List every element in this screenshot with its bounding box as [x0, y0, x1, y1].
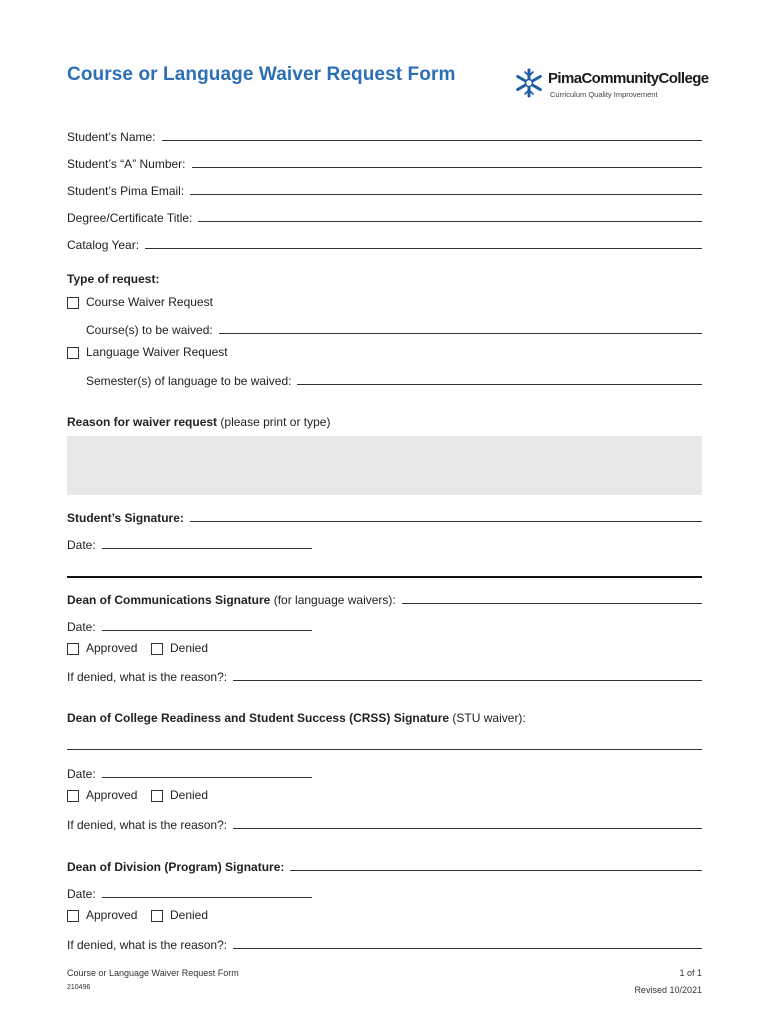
courses-field[interactable]	[219, 332, 702, 334]
footer-page-number: 1 of 1	[679, 968, 702, 978]
student-date-field[interactable]	[102, 547, 312, 549]
comm-approved-option[interactable]	[67, 641, 137, 655]
reason-heading-note: (please print or type)	[217, 415, 331, 429]
semesters-label: Semester(s) of language to be waived:	[86, 374, 292, 388]
student-name-row	[67, 126, 702, 144]
comm-reason-label: If denied, what is the reason?:	[67, 670, 228, 684]
division-signature-label: Dean of Division (Program) Signature:	[67, 860, 285, 874]
degree-field[interactable]	[198, 220, 702, 222]
student-signature-label: Student’s Signature:	[67, 511, 184, 525]
reason-textarea[interactable]	[67, 436, 702, 495]
email-field[interactable]	[190, 193, 702, 195]
crss-date-field[interactable]	[102, 776, 312, 778]
division-signature-row	[67, 856, 702, 874]
crss-heading	[67, 711, 526, 725]
crss-denied-checkbox[interactable]	[151, 790, 163, 802]
language-waiver-checkbox[interactable]	[67, 347, 79, 359]
comm-denied-checkbox[interactable]	[151, 643, 163, 655]
comm-reason-row	[67, 666, 702, 684]
comm-date-label: Date:	[67, 620, 96, 634]
crss-reason-row	[67, 814, 702, 832]
division-date-label: Date:	[67, 887, 96, 901]
catalog-label: Catalog Year:	[67, 238, 140, 252]
college-name: PimaCommunityCollege	[548, 70, 709, 87]
comm-signature-row	[67, 589, 702, 607]
language-waiver-label: Language Waiver Request	[86, 345, 228, 359]
comm-approved-label: Approved	[86, 641, 138, 655]
division-approved-option[interactable]	[67, 908, 137, 922]
division-reason-row	[67, 934, 702, 952]
crss-approved-label: Approved	[86, 788, 138, 802]
student-signature-field[interactable]	[190, 520, 702, 522]
a-number-label: Student’s “A” Number:	[67, 157, 186, 171]
division-date-field[interactable]	[102, 896, 312, 898]
comm-approved-checkbox[interactable]	[67, 643, 79, 655]
student-name-field[interactable]	[162, 139, 703, 141]
a-number-row	[67, 153, 702, 171]
section-divider	[67, 576, 702, 578]
comm-denied-label: Denied	[170, 641, 209, 655]
semesters-field[interactable]	[297, 383, 702, 385]
division-approved-label: Approved	[86, 908, 138, 922]
crss-date-row	[67, 763, 312, 781]
department-name: Curriculum Quality Improvement	[550, 90, 658, 99]
crss-signature-label: Dean of College Readiness and Student Success (CRSS) Signature	[67, 711, 450, 725]
student-name-label: Student’s Name:	[67, 130, 156, 144]
reason-heading-bold: Reason for waiver request	[67, 415, 218, 429]
reason-heading	[67, 415, 330, 429]
email-label: Student’s Pima Email:	[67, 184, 185, 198]
comm-date-field[interactable]	[102, 629, 312, 631]
email-row	[67, 180, 702, 198]
crss-date-label: Date:	[67, 767, 96, 781]
division-reason-field[interactable]	[233, 947, 702, 949]
student-signature-row	[67, 507, 702, 525]
division-signature-field[interactable]	[290, 869, 702, 871]
degree-row	[67, 207, 702, 225]
crss-denied-option[interactable]	[151, 788, 208, 802]
division-reason-label: If denied, what is the reason?:	[67, 938, 228, 952]
student-date-row	[67, 534, 312, 552]
comm-signature-field[interactable]	[402, 602, 702, 604]
courses-label: Course(s) to be waived:	[86, 323, 213, 337]
course-waiver-option[interactable]	[67, 295, 213, 309]
courses-row	[86, 319, 702, 337]
course-waiver-label: Course Waiver Request	[86, 295, 213, 309]
a-number-field[interactable]	[192, 166, 703, 168]
comm-denied-option[interactable]	[151, 641, 208, 655]
crss-approved-option[interactable]	[67, 788, 137, 802]
comm-date-row	[67, 616, 312, 634]
division-date-row	[67, 883, 312, 901]
footer-revised-date: Revised 10/2021	[634, 985, 702, 995]
division-denied-option[interactable]	[151, 908, 208, 922]
crss-denied-label: Denied	[170, 788, 209, 802]
course-waiver-checkbox[interactable]	[67, 297, 79, 309]
degree-label: Degree/Certificate Title:	[67, 211, 193, 225]
footer-form-number: 210496	[67, 984, 91, 991]
language-waiver-option[interactable]	[67, 345, 228, 359]
division-approved-checkbox[interactable]	[67, 910, 79, 922]
request-type-heading: Type of request:	[67, 272, 160, 286]
crss-signature-field[interactable]	[67, 749, 702, 750]
college-logo	[514, 66, 709, 102]
semesters-row	[86, 370, 702, 388]
catalog-field[interactable]	[145, 247, 702, 249]
student-date-label: Date:	[67, 538, 96, 552]
crss-reason-field[interactable]	[233, 827, 702, 829]
footer-form-name: Course or Language Waiver Request Form	[67, 968, 239, 978]
comm-signature-label: Dean of Communications Signature	[67, 593, 271, 607]
snowflake-logo-icon	[514, 68, 544, 98]
crss-signature-note: (STU waiver):	[449, 711, 526, 725]
catalog-row	[67, 234, 702, 252]
crss-reason-label: If denied, what is the reason?:	[67, 818, 228, 832]
division-denied-label: Denied	[170, 908, 209, 922]
page-title: Course or Language Waiver Request Form	[67, 64, 456, 85]
comm-signature-note: (for language waivers):	[270, 593, 396, 607]
comm-reason-field[interactable]	[233, 679, 702, 681]
crss-approved-checkbox[interactable]	[67, 790, 79, 802]
division-denied-checkbox[interactable]	[151, 910, 163, 922]
